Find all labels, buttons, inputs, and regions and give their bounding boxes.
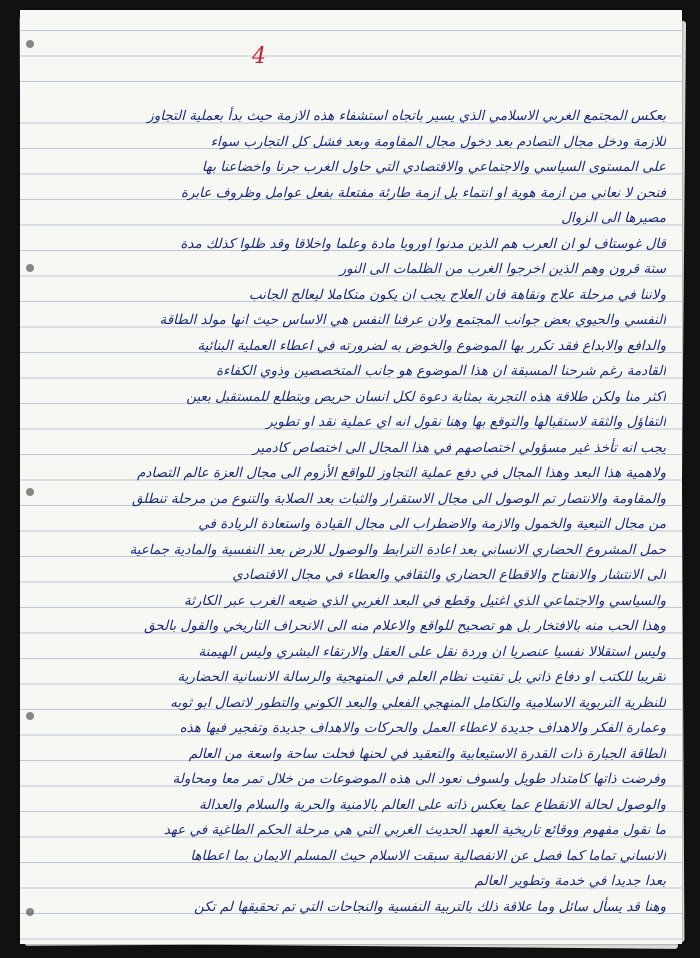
text-line: ولاننا في مرحلة علاج ونقاهة فان العلاج يجب ان يكون متكاملا ليعالج الجانب	[248, 286, 666, 303]
text-line: اكثر منا ولكن طلاقة هذه التجربة بمثابة دعوة لكل انسان حريص ويتطلع للمستقبل بعين	[186, 388, 666, 405]
text-line: حمل المشروع الحضاري الانساني بعد اعادة الترابط والوصول للارض بعد النفسية والمادية جماعية	[129, 541, 666, 558]
text-line: الى الانتشار والانفتاح والاقطاع الحضاري والثقافي والعطاء في مجال الاقتصادي	[232, 567, 666, 583]
text-line: وعمارة الفكر والاهداف جديدة لاعطاء العمل والحركات والاهداف جديدة وتفجير فيها هذه	[179, 720, 666, 736]
text-line: وفرضت ذاتها كامتداد طويل ولسوف نعود الى هذه الموضوعات من خلال تمر معا ومحاولة	[172, 771, 666, 787]
handwritten-text-block	[66, 104, 666, 920]
text-line: يجب انه تأخذ غير مسؤولي اختصاصهم في هذا المجال الى اختصاص كادمير	[252, 439, 666, 456]
text-line: تقريبا للكتب او دفاع ذاتي بل تفتيت نظام العلم في المنهجية والرسالة الانسانية الحضارية	[177, 669, 666, 685]
text-line: ما نقول مفهوم ووقائع تاريخية العهد الحديث الغربي التي هي مرحلة الحكم الطاغية في عهد	[163, 822, 666, 838]
text-line: وهنا قد يسأل سائل وما علاقة ذلك بالتربية النفسية والنجاحات التي تم تحقيقها لم تكن	[194, 898, 666, 915]
text-line: على المستوى السياسي والاجتماعي والاقتصادي التي حاول الغرب جرنا واخضاعنا بها	[201, 159, 666, 175]
binding-hole	[26, 264, 34, 272]
text-line: الانساني تماما كما فصل عن الانفصالية سبقت الاسلام حيث المسلم الايمان بما اعطاها	[190, 847, 666, 864]
binding-hole	[26, 712, 34, 720]
text-line: والوصول لحالة الانقطاع عما يعكس ذاته على العالم بالامنية والحرية والسلام والعدالة	[198, 796, 666, 813]
text-line: من مجال التبعية والخمول والازمة والاضطراب الى مجال القيادة واستعادة الريادة في	[198, 516, 666, 532]
text-line: مصيرها الى الزوال	[561, 210, 666, 226]
text-line: وهذا الحب منه بالافتخار بل هو تصحيح للواقع والاعلام منه الى الانحراف التاريخي والقول بالحق	[144, 618, 666, 634]
text-line: وليس استقلالا نفسيا عنصريا ان وردة نقل على العقل والارتقاء البشري وليس الهيمنة	[198, 643, 666, 660]
text-line: التفاؤل والثقة لاستقبالها والتوقع بها وهنا نقول انه اي عملية نقد او تطوير	[266, 414, 666, 430]
lined-paper-page	[20, 10, 682, 944]
text-line: والمقاومة والانتصار تم الوصول الى مجال الاستقرار والثبات بعد الصلابة والتنوع من مرحلة تنطلق	[131, 490, 666, 507]
text-line: للازمة ودخل مجال التصادم بعد دخول مجال المقاومة وبعد فشل كل التجارب سواء	[210, 133, 666, 150]
binding-hole	[26, 488, 34, 496]
binding-holes	[26, 28, 38, 928]
binding-hole	[26, 908, 34, 916]
page-number: 4	[252, 44, 266, 69]
text-line: بعكس المجتمع الغربي الاسلامي الذي يسير باتجاه استشفاء هذه الازمة حيث بدأ بعملية التجاوز	[147, 108, 666, 124]
text-line: بعدا جديدا في خدمة وتطوير العالم	[474, 873, 666, 889]
binding-hole	[26, 40, 34, 48]
text-line: القادمة رغم شرحنا المسبقة ان هذا الموضوع هو جانب المتخصصين وذوي الكفاءة	[215, 363, 666, 379]
text-line: للنظرية التربوية الاسلامية والتكامل المنهجي الفعلي والبعد الكوني والتطور لاتصال ابو ثوبه	[170, 694, 666, 711]
text-line: قال غوستاف لو ان العرب هم الذين مدنوا اوروبا مادة وعلما واخلاقا وقد ظلوا كذلك مدة	[180, 235, 666, 252]
text-line: والدافع والابداع فقد تكرر بها الموضوع والخوض به لضرورته في اعطاء العملية البنائية	[197, 337, 666, 354]
text-line: ستة قرون وهم الذين اخرجوا الغرب من الظلمات الى النور	[339, 261, 666, 277]
text-line: الطاقة الجبارة ذات القدرة الاستيعابية والتعقيد في لحنها فحلت ساحة واسعة من العالم	[188, 745, 666, 762]
text-line: النفسي والحيوي بعض جوانب المجتمع ولان عرفنا النفس هي الاساس حيث انها مولد الطاقة	[159, 312, 666, 328]
text-line: ولاهمية هذا البعد وهذا المجال في دفع عملية التجاوز للواقع الأزوم الى مجال العزة عالم التصادم	[137, 465, 666, 481]
text-line: فنحن لا نعاني من ازمة هوية او انتماء بل ازمة طارئة مفتعلة بفعل عوامل وظروف عابرة	[180, 184, 666, 201]
text-line: والسياسي والاجتماعي الذي اغتيل وقطع في البعد الغربي الذي ضيعه الغرب عبر الكارثة	[183, 592, 666, 609]
